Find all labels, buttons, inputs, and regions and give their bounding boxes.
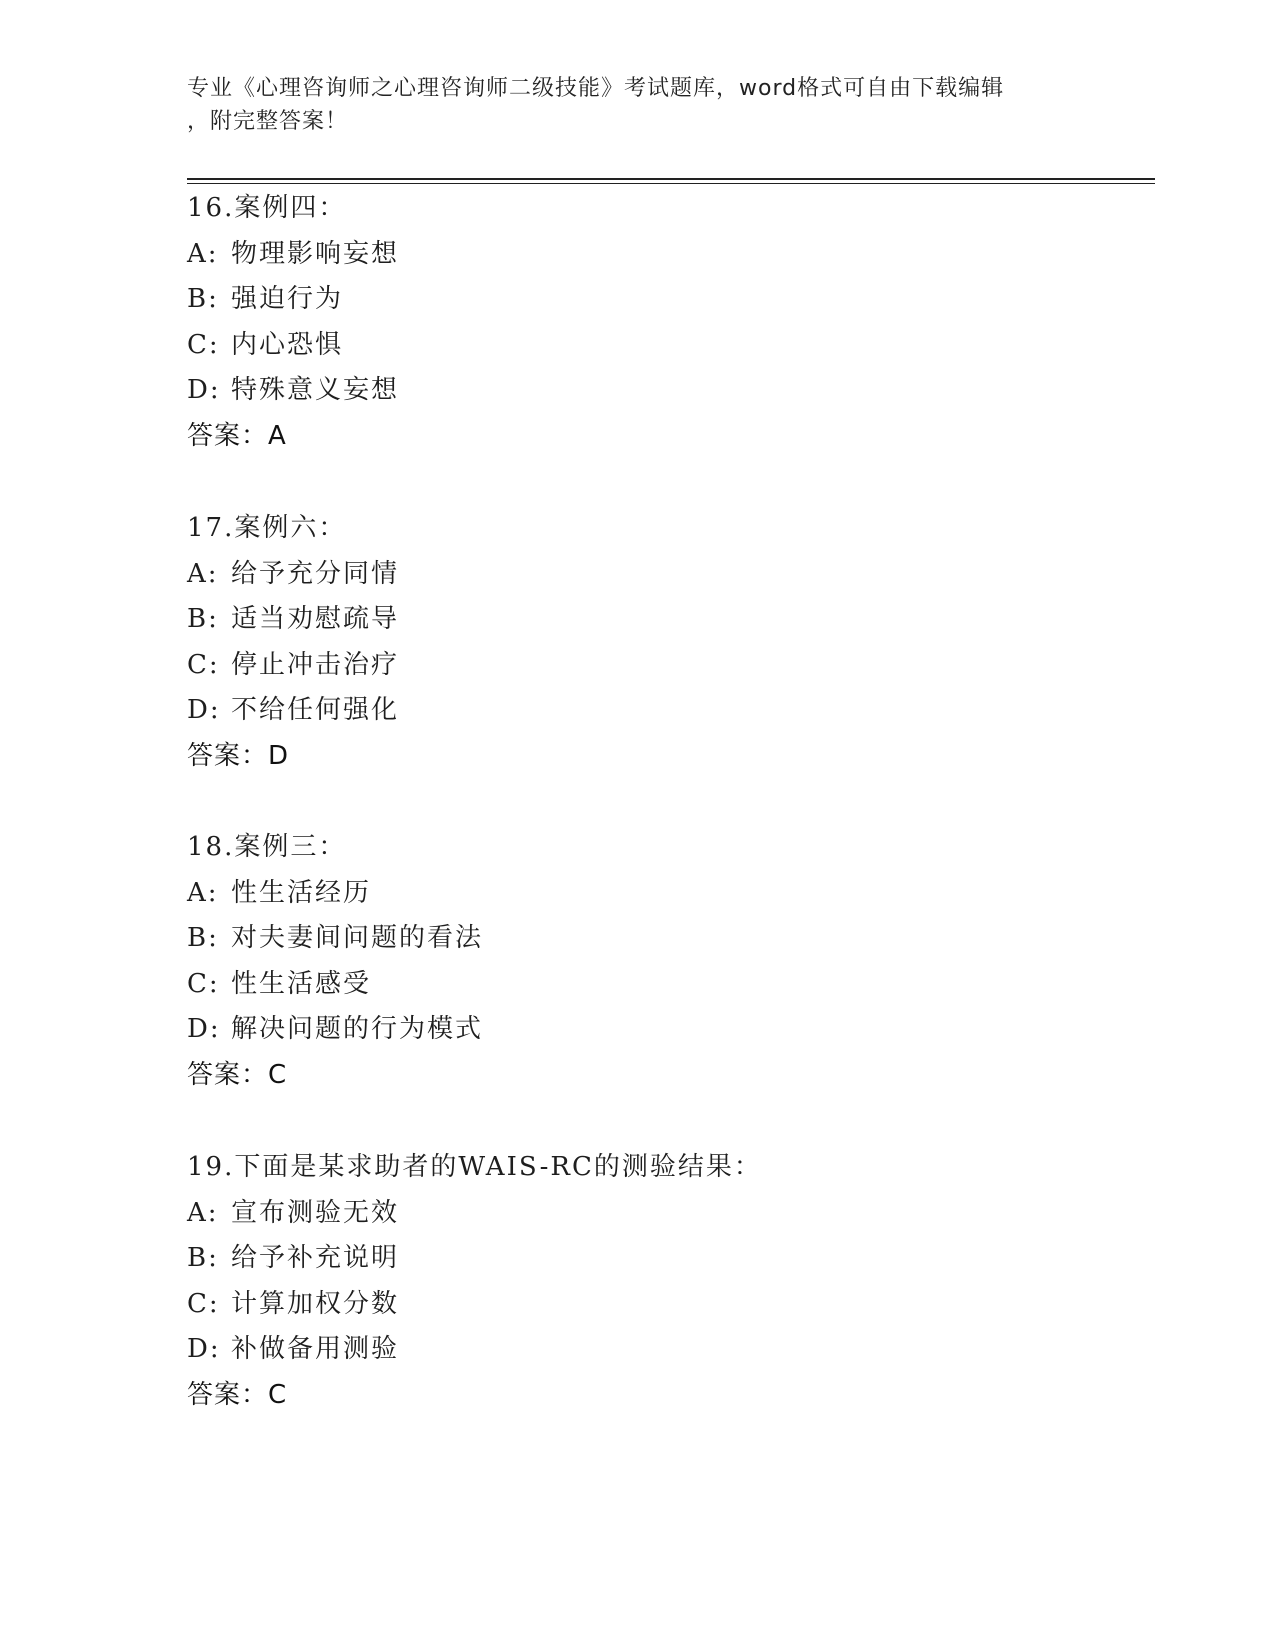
- option-text: 性生活感受: [231, 968, 372, 999]
- option-text: 计算加权分数: [231, 1288, 400, 1319]
- question-text: 案例三：: [234, 832, 347, 862]
- option-text: 特殊意义妄想: [231, 375, 400, 406]
- answer-value: A: [268, 420, 287, 451]
- question-number: 17.: [187, 513, 235, 543]
- option-c: [187, 643, 1087, 689]
- option-letter: D:: [187, 1014, 221, 1045]
- option-text: 物理影响妄想: [231, 238, 400, 269]
- option-text: 对夫妻间问题的看法: [231, 923, 484, 954]
- option-b: [187, 1236, 1087, 1282]
- option-letter: A:: [187, 558, 219, 589]
- option-text: 性生活经历: [231, 877, 372, 908]
- header-divider-thin: [187, 183, 1155, 184]
- question-stem: [187, 186, 1087, 232]
- question-stem: [187, 825, 1087, 871]
- question-stem: [187, 506, 1087, 552]
- option-letter: B:: [187, 923, 219, 954]
- option-letter: D:: [187, 375, 221, 406]
- option-text: 解决问题的行为模式: [231, 1014, 484, 1045]
- header-line-1: 专业《心理咨询师之心理咨询师二级技能》考试题库，word格式可自由下载编辑: [187, 76, 1005, 101]
- question-number: 18.: [187, 832, 235, 862]
- option-c: [187, 1282, 1087, 1328]
- option-c: [187, 962, 1087, 1008]
- question-text: 案例六：: [234, 513, 347, 543]
- option-letter: C:: [187, 329, 220, 360]
- option-letter: A:: [187, 877, 219, 908]
- option-text: 不给任何强化: [231, 695, 400, 726]
- option-d: [187, 368, 1087, 414]
- option-a: [187, 1191, 1087, 1237]
- option-letter: A:: [187, 238, 219, 269]
- answer-label: 答案：: [187, 420, 269, 451]
- option-text: 给予补充说明: [231, 1243, 400, 1274]
- option-text: 给予充分同情: [231, 558, 400, 589]
- option-letter: D:: [187, 695, 221, 726]
- header-divider-thick: [187, 178, 1155, 180]
- option-letter: B:: [187, 604, 219, 635]
- option-c: [187, 323, 1087, 369]
- option-letter: C:: [187, 1288, 220, 1319]
- option-text: 补做备用测验: [231, 1334, 400, 1365]
- question-text: 下面是某求助者的WAIS-RC的测验结果：: [234, 1152, 762, 1182]
- answer-value: C: [268, 1059, 288, 1090]
- answer-value: D: [268, 740, 290, 771]
- option-text: 宣布测验无效: [231, 1197, 400, 1228]
- option-text: 适当劝慰疏导: [231, 604, 400, 635]
- answer-line: [187, 734, 1087, 780]
- header-line-2: ，附完整答案！: [187, 109, 349, 134]
- option-d: [187, 688, 1087, 734]
- question-16: [187, 186, 1087, 460]
- document-header: [187, 72, 1067, 138]
- question-18: [187, 825, 1087, 1099]
- option-letter: A:: [187, 1197, 219, 1228]
- answer-value: C: [268, 1379, 288, 1410]
- question-19: [187, 1145, 1087, 1419]
- option-text: 强迫行为: [231, 284, 344, 315]
- question-number: 19.: [187, 1152, 235, 1182]
- option-a: [187, 552, 1087, 598]
- option-text: 内心恐惧: [231, 329, 344, 360]
- question-stem: [187, 1145, 1087, 1191]
- option-d: [187, 1327, 1087, 1373]
- option-text: 停止冲击治疗: [231, 649, 400, 680]
- option-letter: C:: [187, 649, 220, 680]
- answer-line: [187, 1053, 1087, 1099]
- option-b: [187, 597, 1087, 643]
- question-text: 案例四：: [234, 193, 347, 223]
- option-a: [187, 232, 1087, 278]
- option-letter: D:: [187, 1334, 221, 1365]
- option-b: [187, 277, 1087, 323]
- question-17: [187, 506, 1087, 780]
- answer-line: [187, 1373, 1087, 1419]
- answer-label: 答案：: [187, 1379, 269, 1410]
- option-a: [187, 871, 1087, 917]
- answer-line: [187, 414, 1087, 460]
- option-b: [187, 916, 1087, 962]
- option-letter: B:: [187, 284, 219, 315]
- answer-label: 答案：: [187, 1059, 269, 1090]
- option-d: [187, 1007, 1087, 1053]
- option-letter: B:: [187, 1243, 219, 1274]
- question-number: 16.: [187, 193, 235, 223]
- option-letter: C:: [187, 968, 220, 999]
- answer-label: 答案：: [187, 740, 269, 771]
